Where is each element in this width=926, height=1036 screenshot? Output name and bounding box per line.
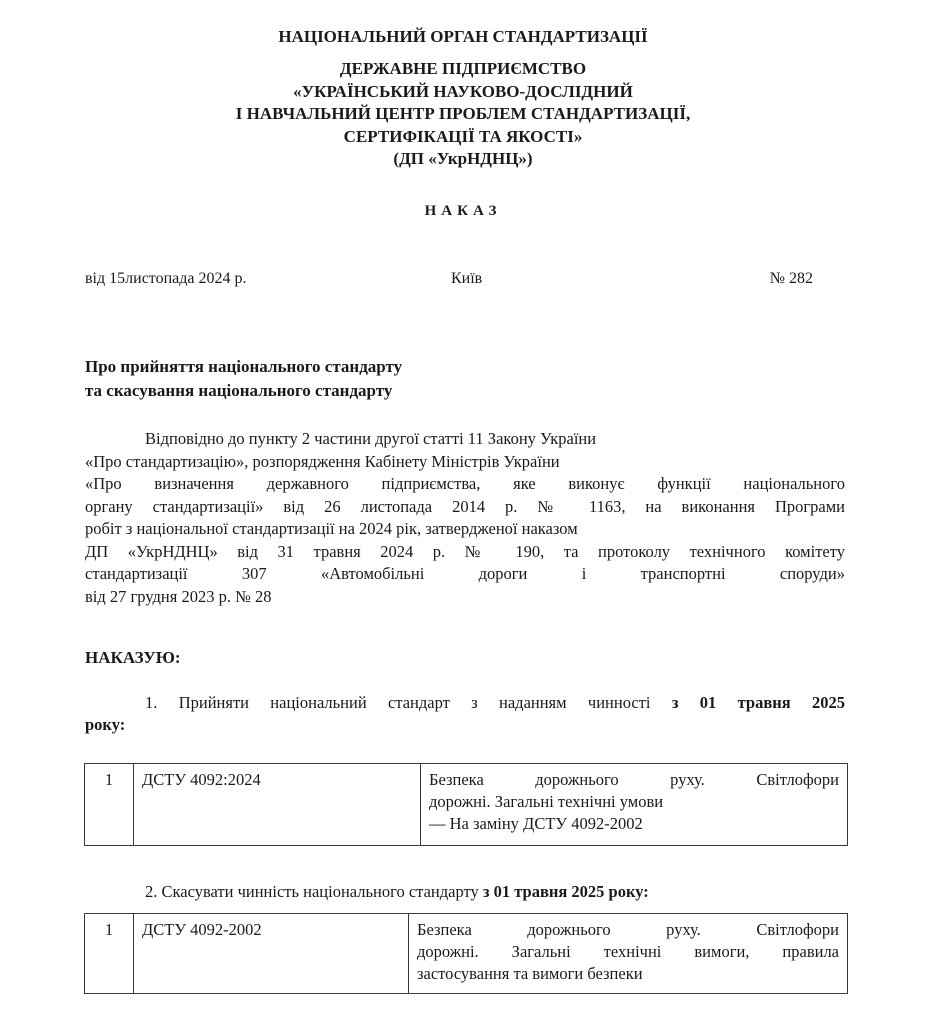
enterprise-heading [0, 58, 926, 171]
enterprise-line: ДЕРЖАВНЕ ПІДПРИЄМСТВО [339, 59, 587, 78]
table-row [85, 764, 848, 846]
standard-code: ДСТУ 4092:2024 [134, 764, 421, 846]
preamble-paragraph [85, 428, 845, 608]
item-2-paragraph [145, 882, 649, 902]
preamble-line: ДП «УкрНДНЦ» від 31 травня 2024 р. № 190, та протоколу технічного комітету [85, 541, 845, 561]
preamble-line: «Про стандартизацію», розпорядження Кабінету Міністрів України [85, 451, 560, 471]
order-date: від 15листопада 2024 р. [85, 270, 247, 287]
preamble-line: Відповідно до пункту 2 частини другої статті 11 Закону України [145, 429, 597, 448]
description-line: Безпека дорожнього руху. Світлофори [417, 920, 839, 939]
table-row [85, 914, 848, 994]
preamble-line: «Про визначення державного підприємства, яке виконує функції національного [85, 474, 845, 493]
standard-code: ДСТУ 4092-2002 [134, 914, 409, 994]
item-1-line-2: року: [85, 715, 126, 734]
preamble-line: органу стандартизації» від 26 листопада 2014 р. № 1163, на виконання Програми [85, 496, 845, 516]
enterprise-line: (ДП «УкрНДНЦ») [393, 149, 533, 168]
item-1-paragraph [85, 692, 845, 736]
description-line: Безпека дорожнього руху. Світлофори [429, 770, 839, 789]
adopted-standards-table [84, 763, 848, 846]
item-1-effective-date: з 01 травня 2025 [671, 693, 845, 712]
row-number: 1 [85, 914, 134, 994]
item-1-line [85, 692, 845, 714]
preamble-line: від 27 грудня 2023 р. № 28 [85, 586, 272, 606]
national-organ-heading: НАЦІОНАЛЬНИЙ ОРГАН СТАНДАРТИЗАЦІЇ [278, 27, 648, 46]
standard-description [421, 764, 848, 846]
order-subject [85, 355, 402, 403]
item-1-text: 1. Прийняти національний стандарт з наданням чинності [145, 693, 672, 712]
cancelled-standards-table [84, 913, 848, 994]
enterprise-line: СЕРТИФІКАЦІЇ ТА ЯКОСТІ» [343, 126, 583, 146]
preamble-line: робіт з національної стандартизації на 2024 рік, затвердженої наказом [85, 519, 578, 538]
subject-line: Про прийняття національного стандарту [85, 357, 403, 376]
directive-label: НАКАЗУЮ: [85, 648, 181, 667]
enterprise-line: «УКРАЇНСЬКИЙ НАУКОВО-ДОСЛІДНИЙ [293, 81, 633, 101]
description-line: — На заміну ДСТУ 4092-2002 [429, 814, 643, 833]
description-line: дорожні. Загальні технічні вимоги, правила [417, 942, 839, 961]
row-number: 1 [85, 764, 134, 846]
order-number: № 282 [769, 270, 813, 287]
description-line: дорожні. Загальні технічні умови [429, 792, 664, 811]
preamble-line: стандартизації 307 «Автомобільні дороги і транспортні споруди» [85, 564, 845, 583]
order-city: Київ [451, 270, 483, 287]
subject-line: та скасування національного стандарту [85, 381, 393, 400]
description-line: застосування та вимоги безпеки [417, 964, 643, 983]
item-2-effective-date: з 01 травня 2025 року: [482, 882, 649, 901]
order-title: НАКАЗ [424, 203, 502, 219]
enterprise-line: І НАВЧАЛЬНИЙ ЦЕНТР ПРОБЛЕМ СТАНДАРТИЗАЦІЇ, [235, 104, 691, 123]
standard-description [409, 914, 848, 994]
item-2-text: 2. Скасувати чинність національного стандарту [145, 882, 483, 901]
